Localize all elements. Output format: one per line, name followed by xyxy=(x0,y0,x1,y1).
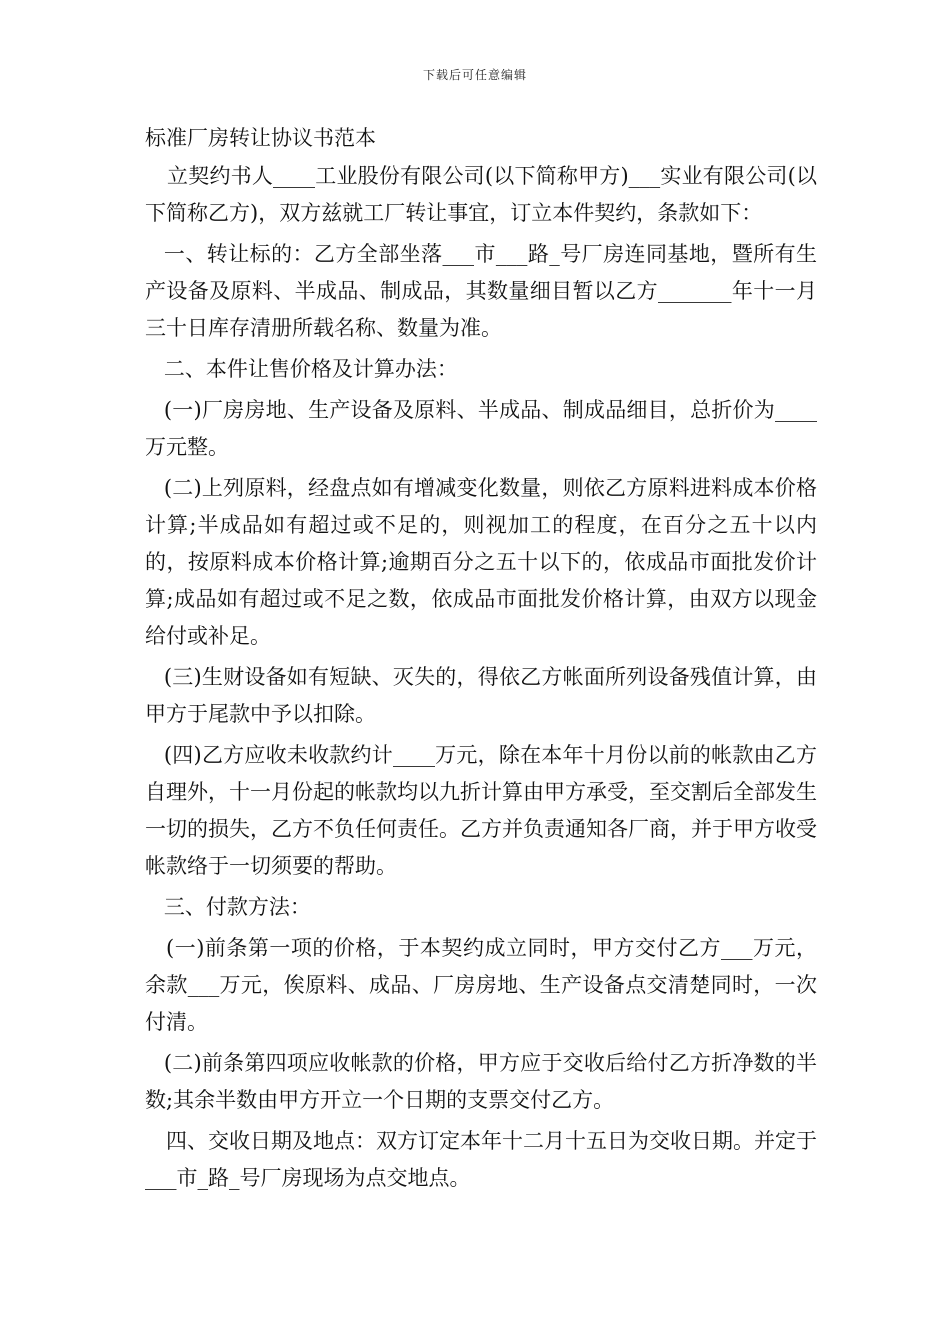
paragraph-clause-2-item-1: (一)厂房房地、生产设备及原料、半成品、制成品细目，总折价为____万元整。 xyxy=(145,398,817,459)
document-body xyxy=(145,118,817,1201)
paragraph-clause-3-item-2: (二)前条第四项应收帐款的价格，甲方应于交收后给付乙方折净数的半数;其余半数由甲方开立一个日期的支票交付乙方。 xyxy=(145,1051,817,1112)
paragraph-clause-2-heading: 二、本件让售价格及计算办法： xyxy=(163,357,458,381)
page-header-note: 下载后可任意编辑 xyxy=(422,68,527,82)
paragraph-clause-1: 一、转让标的：乙方全部坐落___市___路_号厂房连同基地，暨所有生产设备及原料、半成品、制成品，其数量细目暂以乙方_______年十一月三十日库存清册所载名称、数量为准。 xyxy=(145,242,817,340)
paragraph-clause-4: 四、交收日期及地点：双方订定本年十二月十五日为交收日期。并定于___市_路_号厂房现场为点交地点。 xyxy=(145,1129,817,1190)
paragraph-clause-3-item-1: (一)前条第一项的价格，于本契约成立同时，甲方交付乙方___万元，余款___万元，俟原料、成品、厂房房地、生产设备点交清楚同时，一次付清。 xyxy=(145,936,817,1034)
paragraph-clause-2-item-2: (二)上列原料，经盘点如有增减变化数量，则依乙方原料进料成本价格计算;半成品如有超过或不足的，则视加工的程度，在百分之五十以内的，按原料成本价格计算;逾期百分之五十以下的，依成品市面批发价计算;成品如有超过或不足之数，依成品市面批发价格计算，由双方以现金给付或补足。 xyxy=(145,476,817,648)
paragraph-preamble: 立契约书人____工业股份有限公司(以下简称甲方)___实业有限公司(以下简称乙方)，双方兹就工厂转让事宜，订立本件契约，条款如下： xyxy=(145,164,817,225)
paragraph-clause-2-item-3: (三)生财设备如有短缺、灭失的，得依乙方帐面所列设备残值计算，由甲方于尾款中予以扣除。 xyxy=(145,665,817,726)
paragraph-clause-3-heading: 三、付款方法： xyxy=(163,895,311,919)
paragraph-clause-2-item-4: (四)乙方应收未收款约计____万元，除在本年十月份以前的帐款由乙方自理外，十一月份起的帐款均以九折计算由甲方承受，至交割后全部发生一切的损失，乙方不负任何责任。乙方并负责通知各厂商，并于甲方收受帐款络于一切须要的帮助。 xyxy=(145,743,817,878)
document-title: 标准厂房转让协议书范本 xyxy=(145,126,376,150)
